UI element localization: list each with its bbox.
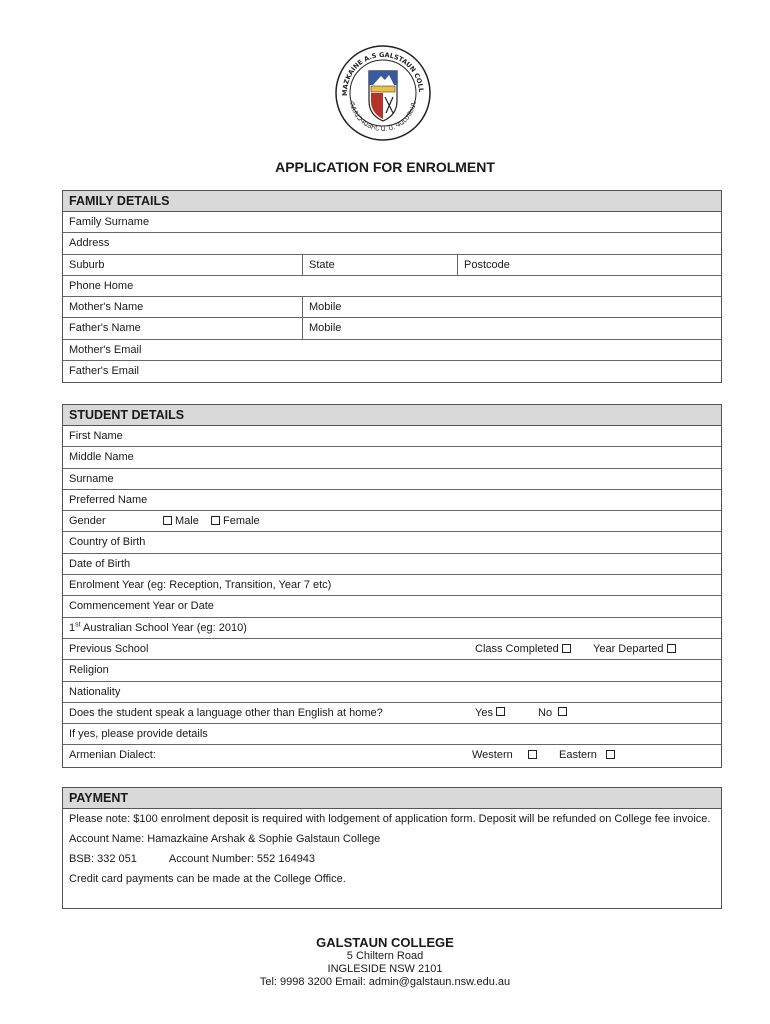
account-number: Account Number: 552 164943 — [168, 853, 316, 865]
language-no-option[interactable] — [532, 703, 570, 723]
country-of-birth-label: Country of Birth — [69, 536, 146, 549]
religion-row[interactable] — [63, 660, 721, 681]
eastern-option[interactable] — [553, 745, 618, 766]
first-name-row[interactable] — [63, 426, 721, 447]
class-completed-checkbox[interactable] — [562, 644, 571, 653]
religion-label: Religion — [69, 664, 109, 677]
enrolment-year-row[interactable] — [63, 575, 721, 596]
suburb-address: INGLESIDE NSW 2101 — [327, 963, 443, 975]
svg-text:HAMAZKAINE A.S GALSTAUN COLLEG: MAZKAINE A.S GALSTAUN COLL — [340, 50, 426, 97]
father-mobile-field[interactable] — [302, 318, 723, 338]
gender-label: Gender — [69, 515, 106, 528]
credit-card-note: Credit card payments can be made at the College Office. — [69, 873, 346, 885]
dialect-label: Armenian Dialect: — [69, 749, 156, 762]
footer — [0, 936, 770, 989]
college-logo — [333, 43, 433, 143]
payment-heading: PAYMENT — [63, 788, 721, 809]
middle-name-label: Middle Name — [69, 451, 134, 464]
female-option[interactable] — [205, 511, 260, 531]
college-name: GALSTAUN COLLEGE — [316, 935, 454, 950]
fathers-name-field[interactable] — [63, 318, 302, 338]
mothers-name-row — [63, 297, 721, 318]
fathers-name-label: Father's Name — [69, 322, 141, 335]
fathers-email-label: Father's Email — [69, 365, 139, 378]
postcode-field[interactable] — [457, 255, 723, 275]
yes-checkbox[interactable] — [496, 707, 505, 716]
street-address: 5 Chiltern Road — [346, 950, 424, 962]
bank-details — [69, 853, 715, 866]
language-details-label: If yes, please provide details — [69, 728, 208, 741]
mother-mobile-label: Mobile — [309, 301, 342, 314]
eastern-checkbox[interactable] — [606, 750, 615, 759]
state-label: State — [309, 258, 335, 271]
class-completed-label: Class Completed — [475, 642, 559, 655]
suburb-field[interactable] — [63, 255, 302, 275]
nationality-row[interactable] — [63, 682, 721, 703]
western-checkbox[interactable] — [528, 750, 537, 759]
address-row[interactable] — [63, 233, 721, 254]
payment-section — [62, 787, 722, 909]
middle-name-row[interactable] — [63, 447, 721, 468]
payment-note: Please note: $100 enrolment deposit is required with lodgement of application form. Deposit will be refunded on College fee invoice. — [69, 813, 711, 825]
family-details-section — [62, 190, 722, 383]
mother-mobile-field[interactable] — [302, 297, 723, 317]
first-name-label: First Name — [69, 430, 123, 442]
page-title: APPLICATION FOR ENROLMENT — [275, 159, 495, 175]
mothers-name-field[interactable] — [63, 297, 302, 317]
svg-text:ՀԱՄԱԶԳԱՅԻՆ Ա. Ս. ԳԱԼՍՏԵԱՆ: ՀԱՄԱԶԳԱՅԻՆ Ա. Ս. ԳԱԼՍՏԵԱՆ — [348, 100, 418, 134]
commencement-row[interactable] — [63, 596, 721, 617]
year-departed-checkbox[interactable] — [667, 644, 676, 653]
nationality-label: Nationality — [69, 685, 121, 698]
family-details-heading: FAMILY DETAILS — [63, 191, 721, 212]
phone-home-row[interactable] — [63, 276, 721, 297]
family-surname-row[interactable] — [63, 212, 721, 233]
fathers-name-row — [63, 318, 721, 339]
contact-line: Tel: 9998 3200 Email: admin@galstaun.nsw.edu.au — [259, 976, 511, 988]
no-label: No — [538, 706, 553, 719]
mothers-name-label: Mother's Name — [69, 301, 144, 314]
previous-school-label: Previous School — [69, 642, 149, 655]
female-checkbox[interactable] — [211, 516, 220, 525]
western-label: Western — [472, 749, 513, 762]
account-name: Account Name: Hamazkaine Arshak & Sophie Galstaun College — [69, 833, 381, 845]
date-of-birth-row[interactable] — [63, 554, 721, 575]
australian-school-year-label: 1st Australian School Year (eg: 2010) — [69, 621, 247, 634]
postcode-label: Postcode — [464, 258, 510, 271]
student-details-section — [62, 404, 722, 768]
phone-home-label: Phone Home — [69, 279, 134, 292]
male-checkbox[interactable] — [163, 516, 172, 525]
class-completed-option[interactable] — [469, 639, 574, 659]
payment-body — [63, 809, 721, 899]
student-details-heading: STUDENT DETAILS — [63, 405, 721, 426]
preferred-name-row[interactable] — [63, 490, 721, 511]
australian-school-year-row[interactable] — [63, 618, 721, 639]
language-question: Does the student speak a language other than English at home? — [69, 706, 383, 719]
bsb: BSB: 332 051 — [69, 853, 137, 865]
male-label: Male — [175, 515, 199, 528]
year-departed-label: Year Departed — [593, 642, 664, 655]
commencement-label: Commencement Year or Date — [69, 600, 214, 613]
enrolment-year-label: Enrolment Year (eg: Reception, Transition, Year 7 etc) — [69, 579, 332, 592]
no-checkbox[interactable] — [558, 707, 567, 716]
mothers-email-label: Mother's Email — [69, 343, 142, 356]
preferred-name-label: Preferred Name — [69, 493, 148, 506]
fathers-email-row[interactable] — [63, 361, 721, 382]
yes-label: Yes — [475, 706, 493, 719]
student-surname-row[interactable] — [63, 469, 721, 490]
state-field[interactable] — [302, 255, 457, 275]
address-label: Address — [69, 237, 110, 250]
language-details-row[interactable] — [63, 724, 721, 745]
date-of-birth-label: Date of Birth — [69, 557, 131, 570]
eastern-label: Eastern — [559, 749, 597, 762]
male-option[interactable] — [157, 511, 199, 531]
student-surname-label: Surname — [69, 472, 114, 485]
father-mobile-label: Mobile — [309, 322, 342, 335]
family-surname-label: Family Surname — [69, 216, 150, 228]
language-yes-option[interactable] — [469, 703, 508, 723]
year-departed-option[interactable] — [587, 639, 679, 659]
country-of-birth-row[interactable] — [63, 532, 721, 553]
previous-school-row — [63, 639, 721, 660]
gender-row — [63, 511, 721, 532]
dialect-row — [63, 745, 721, 766]
suburb-row — [63, 255, 721, 276]
language-row — [63, 703, 721, 724]
suburb-label: Suburb — [69, 258, 105, 271]
western-option[interactable] — [466, 745, 540, 766]
female-label: Female — [223, 515, 260, 528]
mothers-email-row[interactable] — [63, 340, 721, 361]
